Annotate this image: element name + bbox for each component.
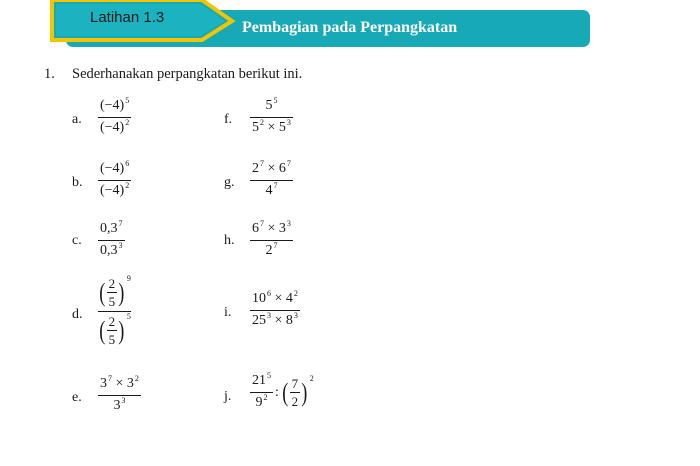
denominator-power: ( $\frac{2}{5}$ ) $^5$ xyxy=(99,312,131,347)
fraction xyxy=(98,160,131,201)
problem-label: d. xyxy=(72,307,83,322)
question-1 xyxy=(44,66,302,83)
base: 2 xyxy=(265,243,273,258)
base: 25 xyxy=(252,313,266,328)
exponent: 2 xyxy=(134,374,139,383)
base: 6 xyxy=(252,221,259,236)
numerator-base: (−4) xyxy=(100,161,125,176)
multiply-operator: × xyxy=(267,221,276,236)
parenthesized-power: ( $\frac{7}{2}$ ) $^2$ xyxy=(282,374,314,409)
fraction-bar xyxy=(107,292,118,293)
fraction-bar xyxy=(250,310,300,311)
base: 5 xyxy=(278,120,286,135)
inner-denominator: 5 xyxy=(108,294,116,309)
exponent: 2 xyxy=(263,393,268,402)
fraction xyxy=(250,160,293,201)
exponent: 7 xyxy=(286,159,291,168)
inner-numerator: 2 xyxy=(108,314,116,329)
base: 2 xyxy=(252,161,259,176)
exponent: 2 xyxy=(293,289,298,298)
base: 3 xyxy=(113,398,121,413)
section-title: Pembagian pada Perpangkatan xyxy=(242,19,458,36)
question-number: 1. xyxy=(44,66,55,82)
numerator-exponent: 7 xyxy=(118,219,123,228)
problem-label: g. xyxy=(224,175,235,190)
base: 3 xyxy=(126,376,134,391)
multiply-operator: × xyxy=(274,313,283,328)
problem-label: i. xyxy=(224,305,232,320)
fraction xyxy=(250,220,293,261)
problem-label: c. xyxy=(72,233,82,248)
base: 6 xyxy=(278,161,286,176)
numerator-exponent: 6 xyxy=(125,159,130,168)
numerator-exponent: 5 xyxy=(125,96,130,105)
exponent: 7 xyxy=(108,374,112,383)
inner-numerator: 2 xyxy=(108,276,116,291)
base: 9 xyxy=(255,395,263,410)
exponent: 7 xyxy=(260,219,264,228)
numerator-power: ( $\frac{2}{5}$ ) $^9$ xyxy=(99,274,131,309)
numerator-exponent: 9 xyxy=(126,274,131,283)
question-text: Sederhanakan perpangkatan berikut ini. xyxy=(72,66,303,82)
exponent: 7 xyxy=(273,241,278,250)
denominator-exponent: 3 xyxy=(118,241,123,250)
divide-operator: : xyxy=(275,384,279,400)
denominator-base: 0,3 xyxy=(100,243,118,258)
base: 10 xyxy=(252,291,266,306)
problem-label: f. xyxy=(224,112,233,127)
exponent: 5 xyxy=(273,96,278,105)
expression xyxy=(250,372,314,413)
denominator-exponent: 2 xyxy=(125,118,130,127)
denominator-exponent: 2 xyxy=(125,181,130,190)
denominator-exponent: 5 xyxy=(126,312,131,321)
fraction xyxy=(98,276,131,347)
inner-denominator: 5 xyxy=(108,332,116,347)
exponent: 5 xyxy=(267,371,271,380)
fraction-bar xyxy=(250,240,293,241)
multiply-operator: × xyxy=(115,376,124,391)
base: 4 xyxy=(285,291,293,306)
numerator-base: 0,3 xyxy=(100,221,118,236)
base: 5 xyxy=(252,120,259,135)
multiply-operator: × xyxy=(267,120,276,135)
exponent: 6 xyxy=(267,289,271,298)
exponent: 3 xyxy=(286,118,291,127)
multiply-operator: × xyxy=(274,291,283,306)
exponent: 7 xyxy=(273,181,278,190)
fraction-bar xyxy=(290,392,301,393)
fraction-bar xyxy=(98,395,141,396)
inner-denominator: 2 xyxy=(291,394,299,409)
exponent: 3 xyxy=(267,311,271,320)
problem-label: h. xyxy=(224,233,235,248)
problem-label: e. xyxy=(72,390,82,405)
base: 4 xyxy=(265,183,273,198)
base: 5 xyxy=(265,98,273,113)
fraction xyxy=(98,375,141,416)
denominator-base: (−4) xyxy=(100,183,125,198)
denominator-base: (−4) xyxy=(100,120,125,135)
fraction-bar xyxy=(250,180,293,181)
inner-numerator: 7 xyxy=(291,376,299,391)
fraction xyxy=(98,220,125,261)
exponent: 2 xyxy=(260,118,264,127)
exponent: 2 xyxy=(309,374,314,383)
problem-label: a. xyxy=(72,112,82,127)
exponent: 3 xyxy=(286,219,291,228)
fraction xyxy=(250,97,293,138)
exponent: 3 xyxy=(293,311,298,320)
fraction xyxy=(250,290,300,331)
fraction xyxy=(98,97,131,138)
base: 21 xyxy=(252,373,266,388)
problem-label: b. xyxy=(72,175,83,190)
exponent: 7 xyxy=(260,159,264,168)
numerator-base: (−4) xyxy=(100,98,125,113)
base: 3 xyxy=(100,376,107,391)
fraction-bar xyxy=(250,392,273,393)
multiply-operator: × xyxy=(267,161,276,176)
section-header xyxy=(0,0,700,60)
base: 8 xyxy=(285,313,293,328)
problem-label: j. xyxy=(224,389,232,404)
base: 3 xyxy=(278,221,286,236)
exponent: 3 xyxy=(121,396,126,405)
exercise-label: Latihan 1.3 xyxy=(90,9,165,26)
fraction-bar xyxy=(107,330,118,331)
